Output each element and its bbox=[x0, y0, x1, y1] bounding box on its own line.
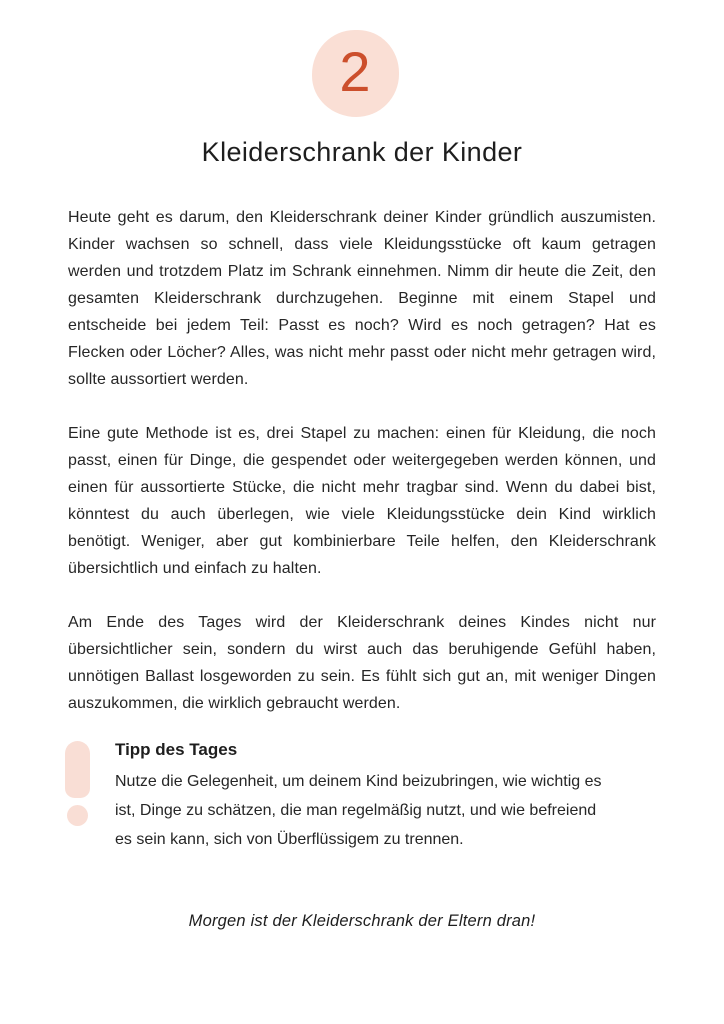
page-title: Kleiderschrank der Kinder bbox=[201, 137, 523, 167]
exclamation-bar bbox=[65, 741, 90, 798]
tip-content bbox=[115, 738, 620, 854]
tip-text: Nutze die Gelegenheit, um deinem Kind beizubringen, wie wichtig es ist, Dinge zu schätzen, die man regelmäßig nutzt, und wie befreiend es sein kann, sich von Überflüssigem zu trennen. bbox=[115, 773, 602, 848]
tip-box bbox=[64, 738, 624, 854]
exclamation-mark-icon bbox=[64, 741, 91, 826]
day-number-badge bbox=[312, 30, 399, 117]
body-content bbox=[0, 204, 724, 717]
exclamation-dot bbox=[67, 805, 88, 826]
body-paragraph-3: Am Ende des Tages wird der Kleiderschrank deines Kindes nicht nur übersichtlicher sein, sondern du wirst auch das beruhigende Gefühl haben, unnötigen Ballast losgeworden zu sein. Es fühlt sich gut an, mit weniger Dingen auszukommen, die wirklich gebraucht werden. bbox=[68, 614, 656, 712]
body-paragraph-1: Heute geht es darum, den Kleiderschrank deiner Kinder gründlich auszumisten. Kinder wachsen so schnell, dass viele Kleidungsstücke oft kaum getragen werden und trotzdem Platz im Schrank einnehmen. Nimm dir heute die Zeit, den gesamten Kleiderschrank durchzugehen. Beginne mit einem Stapel und entscheide bei jedem Teil: Passt es noch? Wird es noch getragen? Hat es Flecken oder Löcher? Alles, was nicht mehr passt oder nicht mehr getragen wird, sollte aussortiert werden. bbox=[68, 209, 656, 388]
body-paragraph-2: Eine gute Methode ist es, drei Stapel zu machen: einen für Kleidung, die noch passt, einen für Dinge, die gespendet oder weitergegeben werden können, und einen für aussortierte Stücke, die nicht mehr tragbar sind. Wenn du dabei bist, könntest du auch überlegen, wie viele Kleidungsstücke dein Kind wirklich benötigt. Weniger, aber gut kombinierbare Teile helfen, den Kleiderschrank übersichtlich und einfach zu halten. bbox=[68, 425, 656, 577]
tip-title: Tipp des Tages bbox=[115, 740, 238, 759]
day-number: 2 bbox=[339, 39, 371, 103]
footer-note: Morgen ist der Kleiderschrank der Eltern dran! bbox=[188, 912, 536, 930]
